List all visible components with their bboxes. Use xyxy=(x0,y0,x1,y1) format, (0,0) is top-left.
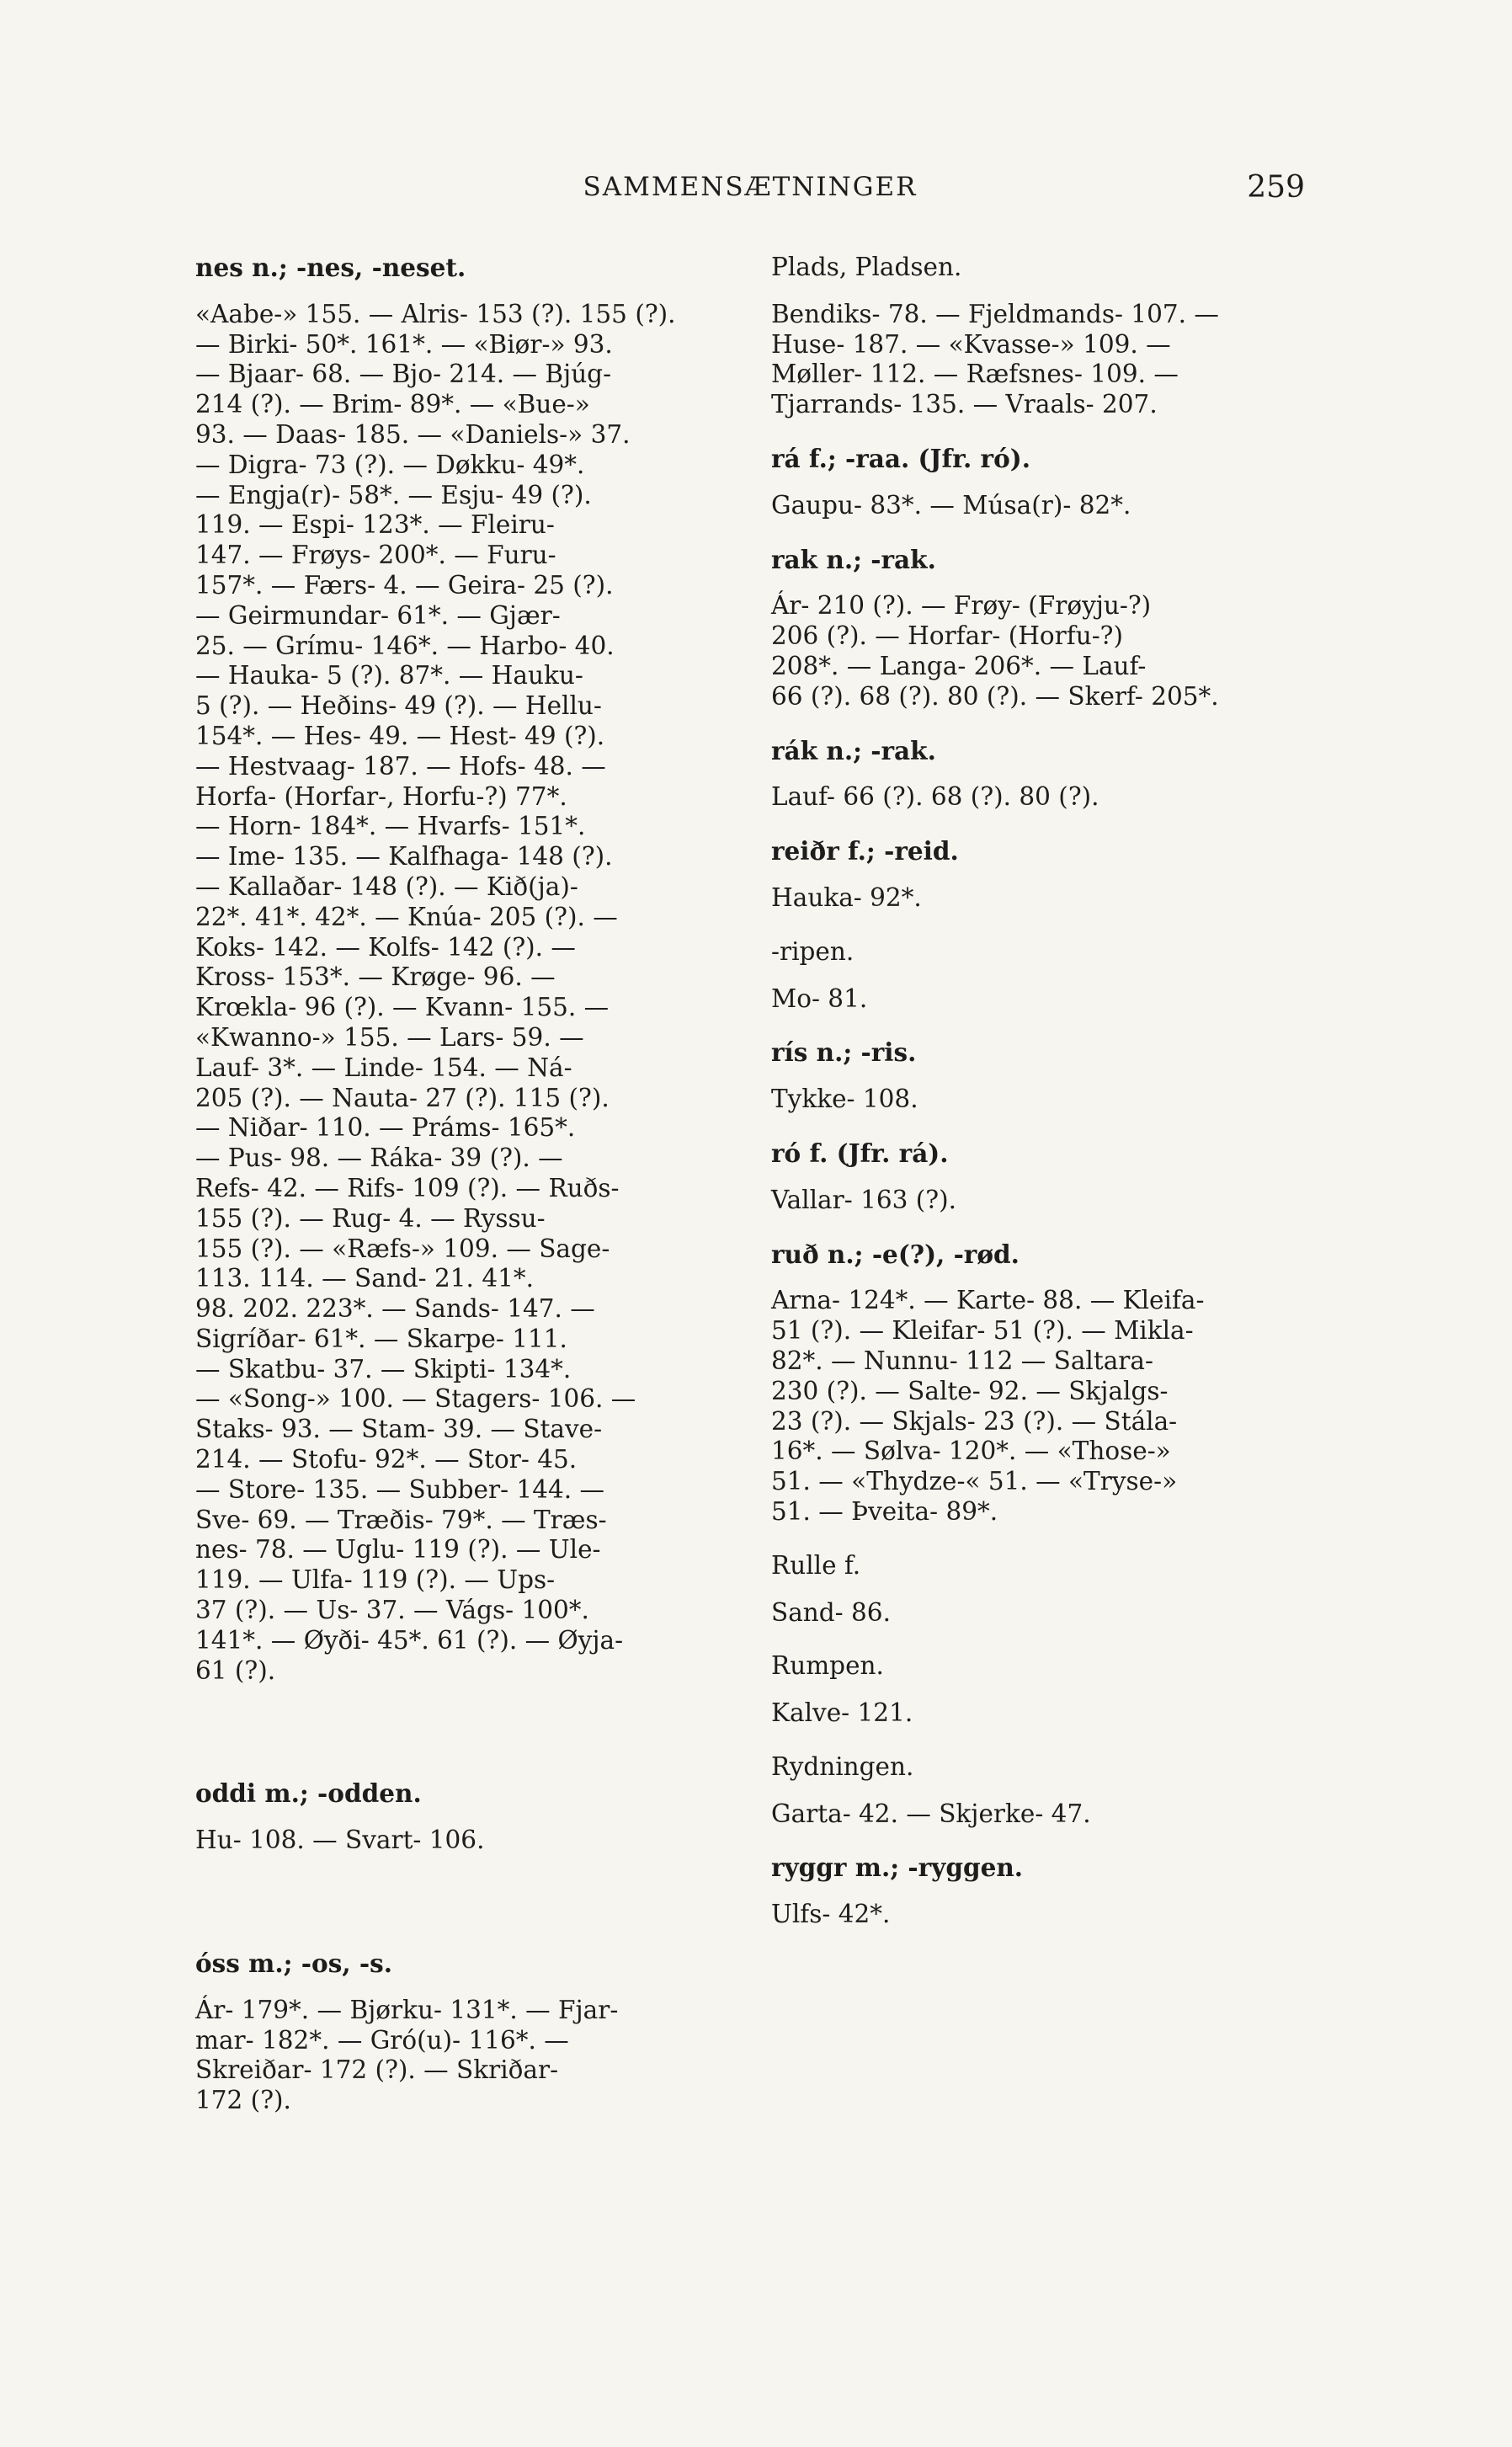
entry-body-plads xyxy=(771,300,1320,420)
entry-line: — Birki- 50*. 161*. — «Biør-» 93. xyxy=(195,329,613,359)
entry-body-rak xyxy=(771,591,1320,712)
entry-body-oss xyxy=(195,1996,711,2116)
entry-line: Gaupu- 83*. — Músa(r)- 82*. xyxy=(771,490,1131,520)
entry-ryggr xyxy=(771,1853,1320,1930)
entry-rulle xyxy=(771,1551,1320,1629)
entry-line: 82*. — Nunnu- 112 — Saltara- xyxy=(771,1346,1153,1375)
entry-head-ris: rís n.; -ris. xyxy=(771,1037,917,1068)
entry-line: «Kwanno-» 155. — Lars- 59. — xyxy=(195,1022,584,1052)
entry-line: — «Song-» 100. — Stagers- 106. — xyxy=(195,1384,636,1414)
entry-line: 16*. — Sølva- 120*. — «Those-» xyxy=(771,1437,1171,1466)
entry-head-nes: nes n.; -nes, -neset. xyxy=(195,253,466,282)
entry-line: 93. — Daas- 185. — «Daniels-» 37. xyxy=(195,419,631,449)
entry-oss xyxy=(195,1949,711,2116)
entry-line: 155 (?). — «Ræfs-» 109. — Sage- xyxy=(195,1234,610,1263)
entry-line: 230 (?). — Salte- 92. — Skjalgs- xyxy=(771,1376,1169,1405)
entry-line: 119. — Espi- 123*. — Fleiru- xyxy=(195,510,555,540)
entry-line: «Aabe-» 155. — Alris- 153 (?). 155 (?). xyxy=(195,299,676,328)
page-header xyxy=(195,165,1305,216)
entry-line: 154*. — Hes- 49. — Hest- 49 (?). xyxy=(195,721,605,750)
entry-body-rud xyxy=(771,1286,1320,1527)
entry-line: — Hauka- 5 (?). 87*. — Hauku- xyxy=(195,661,583,690)
entry-head-rydningen: Rydningen. xyxy=(771,1751,914,1781)
entry-line: Møller- 112. — Ræfsnes- 109. — xyxy=(771,360,1179,389)
entry-body-ro xyxy=(771,1186,1320,1216)
entry-line: — Bjaar- 68. — Bjo- 214. — Bjúg- xyxy=(195,360,612,389)
page-number: 259 xyxy=(1247,170,1305,205)
entry-line: — Niðar- 110. — Práms- 165*. xyxy=(195,1113,576,1143)
entry-line: 25. — Grímu- 146*. — Harbo- 40. xyxy=(195,631,615,660)
entry-line: Ulfs- 42*. xyxy=(771,1900,891,1929)
entry-reidr xyxy=(771,836,1320,914)
entry-rumpen xyxy=(771,1651,1320,1729)
entry-line: 157*. — Færs- 4. — Geira- 25 (?). xyxy=(195,570,614,600)
entry-line: 23 (?). — Skjals- 23 (?). — Stála- xyxy=(771,1406,1178,1436)
entry-line: 147. — Frøys- 200*. — Furu- xyxy=(195,541,556,570)
entry-line: — Digra- 73 (?). — Døkku- 49*. xyxy=(195,450,585,479)
entry-line: Mo- 81. xyxy=(771,984,868,1013)
entry-line: Hu- 108. — Svart- 106. xyxy=(195,1826,485,1855)
entry-plads xyxy=(771,253,1320,420)
entry-head-oddi: oddi m.; -odden. xyxy=(195,1778,422,1809)
left-column xyxy=(195,253,711,2116)
running-title: SAMMENSÆTNINGER xyxy=(583,172,918,202)
entry-ris xyxy=(771,1037,1320,1115)
entry-head-plads: Plads, Pladsen. xyxy=(771,253,962,281)
entry-body-rumpen xyxy=(771,1698,1320,1729)
entry-head-rak2: rák n.; -rak. xyxy=(771,735,936,765)
entry-line: — Kallaðar- 148 (?). — Kið(ja)- xyxy=(195,872,578,901)
entry-line: Tjarrands- 135. — Vraals- 207. xyxy=(771,390,1158,419)
entry-line: Sve- 69. — Træðis- 79*. — Træs- xyxy=(195,1505,607,1534)
entry-head-rumpen: Rumpen. xyxy=(771,1651,884,1681)
entry-body-ripen xyxy=(771,984,1320,1015)
entry-line: — Geirmundar- 61*. — Gjær- xyxy=(195,600,561,630)
entry-head-rulle: Rulle f. xyxy=(771,1550,861,1580)
entry-rak2 xyxy=(771,736,1320,813)
entry-line: Horfa- (Horfar-, Horfu-?) 77*. xyxy=(195,781,567,811)
entry-line: — Pus- 98. — Ráka- 39 (?). — xyxy=(195,1144,563,1173)
entry-line: Sand- 86. xyxy=(771,1597,891,1627)
entry-head-ro: ró f. (Jfr. rá). xyxy=(771,1138,949,1168)
entry-line: 205 (?). — Nauta- 27 (?). 115 (?). xyxy=(195,1083,610,1112)
entry-body-oddi xyxy=(195,1826,711,1856)
entry-line: Tykke- 108. xyxy=(771,1085,918,1114)
entry-line: Sigríðar- 61*. — Skarpe- 111. xyxy=(195,1324,567,1353)
entry-body-rak2 xyxy=(771,782,1320,813)
entry-line: Koks- 142. — Kolfs- 142 (?). — xyxy=(195,932,576,962)
entry-line: Krœkla- 96 (?). — Kvann- 155. — xyxy=(195,993,610,1022)
entry-body-reidr xyxy=(771,883,1320,914)
entry-oddi xyxy=(195,1778,711,1856)
entry-line: Lauf- 3*. — Linde- 154. — Ná- xyxy=(195,1053,572,1082)
entry-ra xyxy=(771,444,1320,521)
entry-body-ra xyxy=(771,491,1320,521)
entry-line: 61 (?). xyxy=(195,1655,276,1685)
entry-line: 208*. — Langa- 206*. — Lauf- xyxy=(771,651,1147,680)
entry-line: 172 (?). xyxy=(195,2086,291,2115)
entry-line: 51. — «Thydze-« 51. — «Tryse-» xyxy=(771,1467,1178,1496)
entry-line: Garta- 42. — Skjerke- 47. xyxy=(771,1799,1091,1828)
entry-line: 98. 202. 223*. — Sands- 147. — xyxy=(195,1294,595,1324)
entry-line: 155 (?). — Rug- 4. — Ryssu- xyxy=(195,1203,546,1233)
entry-line: — Ime- 135. — Kalfhaga- 148 (?). xyxy=(195,842,613,872)
right-column xyxy=(771,253,1320,1930)
entry-line: Lauf- 66 (?). 68 (?). 80 (?). xyxy=(771,782,1099,812)
entry-ripen xyxy=(771,937,1320,1015)
entry-head-rak: rak n.; -rak. xyxy=(771,544,936,574)
entry-line: 37 (?). — Us- 37. — Vágs- 100*. xyxy=(195,1596,589,1625)
entry-line: nes- 78. — Uglu- 119 (?). — Ule- xyxy=(195,1535,601,1565)
entry-line: 51 (?). — Kleifar- 51 (?). — Mikla- xyxy=(771,1316,1194,1346)
entry-line: Hauka- 92*. xyxy=(771,882,922,912)
entry-line: — Skatbu- 37. — Skipti- 134*. xyxy=(195,1354,572,1383)
entry-line: Kalve- 121. xyxy=(771,1698,913,1728)
entry-head-oss: óss m.; -os, -s. xyxy=(195,1949,392,1979)
entry-line: 214. — Stofu- 92*. — Stor- 45. xyxy=(195,1445,578,1474)
entry-line: Huse- 187. — «Kvasse-» 109. — xyxy=(771,329,1171,359)
entry-line: Vallar- 163 (?). xyxy=(771,1185,956,1214)
entry-line: 22*. 41*. 42*. — Knúa- 205 (?). — xyxy=(195,902,618,931)
entry-body-nes xyxy=(195,300,711,1687)
entry-line: 5 (?). — Heðins- 49 (?). — Hellu- xyxy=(195,691,602,721)
entry-line: Arna- 124*. — Karte- 88. — Kleifa- xyxy=(771,1286,1205,1315)
entry-line: Kross- 153*. — Krøge- 96. — xyxy=(195,962,556,992)
entry-line: 51. — Þveita- 89*. xyxy=(771,1496,998,1526)
entry-head-ryggr: ryggr m.; -ryggen. xyxy=(771,1853,1024,1883)
entry-line: Ár- 210 (?). — Frøy- (Frøyju-?) xyxy=(771,591,1152,621)
entry-body-rydningen xyxy=(771,1799,1320,1830)
entry-head-ripen: -ripen. xyxy=(771,936,854,966)
entry-line: — Engja(r)- 58*. — Esju- 49 (?). xyxy=(195,480,592,509)
entry-line: Ár- 179*. — Bjørku- 131*. — Fjar- xyxy=(195,1995,619,2024)
entry-line: — Horn- 184*. — Hvarfs- 151*. xyxy=(195,812,586,841)
entry-line: Refs- 42. — Rifs- 109 (?). — Ruðs- xyxy=(195,1173,620,1202)
entry-line: 119. — Ulfa- 119 (?). — Ups- xyxy=(195,1565,556,1595)
entry-rydningen xyxy=(771,1752,1320,1830)
entry-ro xyxy=(771,1138,1320,1216)
entry-nes xyxy=(195,253,711,1686)
entry-line: — Hestvaag- 187. — Hofs- 48. — xyxy=(195,751,606,781)
entry-line: 141*. — Øyði- 45*. 61 (?). — Øyja- xyxy=(195,1625,624,1655)
entry-body-ris xyxy=(771,1085,1320,1115)
entry-body-rulle xyxy=(771,1598,1320,1629)
entry-line: 66 (?). 68 (?). 80 (?). — Skerf- 205*. xyxy=(771,681,1219,711)
entry-line: — Store- 135. — Subber- 144. — xyxy=(195,1474,604,1504)
entry-head-reidr: reiðr f.; -reid. xyxy=(771,836,959,866)
entry-line: 113. 114. — Sand- 21. 41*. xyxy=(195,1264,534,1293)
entry-line: Skreiðar- 172 (?). — Skriðar- xyxy=(195,2055,559,2085)
entry-line: 214 (?). — Brim- 89*. — «Bue-» xyxy=(195,390,590,419)
entry-head-ra: rá f.; -raa. (Jfr. ró). xyxy=(771,443,1030,473)
entry-rak xyxy=(771,545,1320,712)
entry-rud xyxy=(771,1239,1320,1527)
entry-line: Bendiks- 78. — Fjeldmands- 107. — xyxy=(771,299,1219,328)
entry-line: 206 (?). — Horfar- (Horfu-?) xyxy=(771,621,1123,651)
entry-body-ryggr xyxy=(771,1900,1320,1930)
entry-line: mar- 182*. — Gró(u)- 116*. — xyxy=(195,2025,569,2055)
entry-line: Staks- 93. — Stam- 39. — Stave- xyxy=(195,1415,603,1444)
entry-head-rud: ruð n.; -e(?), -rød. xyxy=(771,1239,1020,1269)
